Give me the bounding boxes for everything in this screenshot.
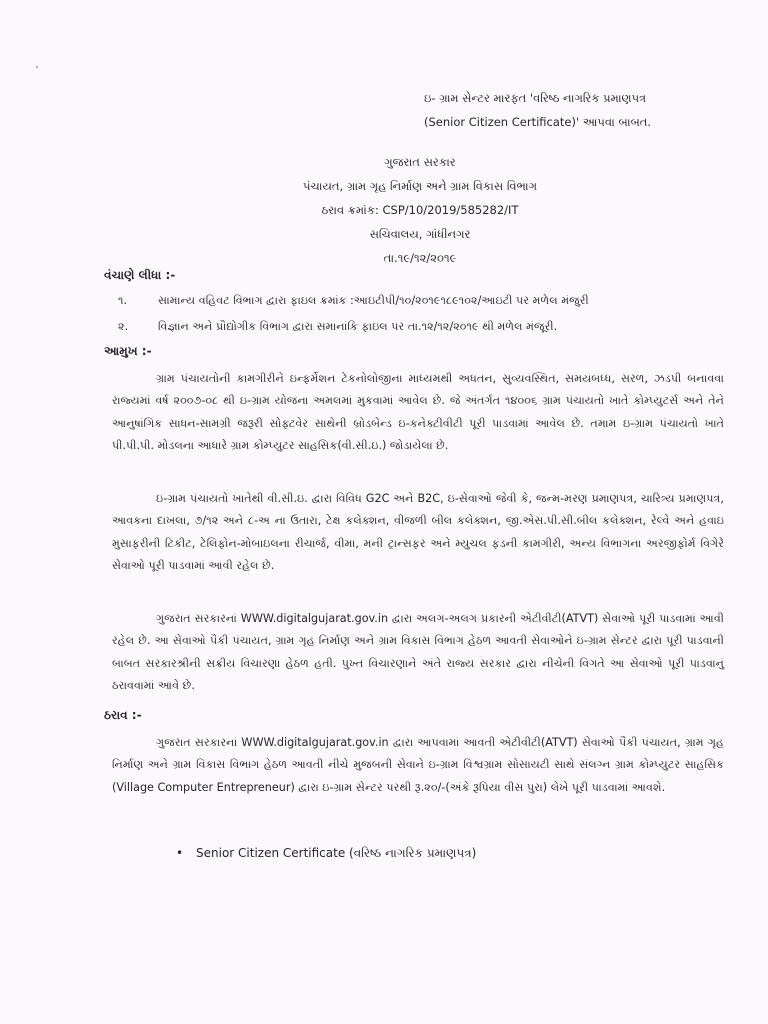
- scan-speck: [36, 66, 38, 68]
- subject-block: [424, 86, 724, 134]
- bullet-dot: •: [176, 846, 184, 860]
- document-header: [200, 150, 640, 270]
- preamble-paragraph-1: ગ્રામ પંચાયતોની કામગીરીને ઇન્ફર્મેશન ટેકનોલોજીના માધ્યમથી અધતન, સુવ્યવસ્થિત, સમયબધ્ધ, સરળ, ઝડપી બનાવવા રાજ્યમાં વર્ષ ૨૦૦૭-૦૮ થી ઇ-ગ્રામ યોજના અમલમાં મુકવામાં આવેલ છે. જે અંતર્ગત ૧૪૦૦૬ ગ્રામ પંચાયતો ખાતે કોમ્પ્યુટર્સ અને તેને આનુષાંગિક સાધન-સામગ્રી જરૂરી સોફ્ટવેર સાથેની બ્રોડબેન્ડ ઇ-કનેક્ટીવીટી પૂરી પાડવામાં આવેલ છે. તમામ ઇ-ગ્રામ પંચાયતો ખાતે પી.પી.પી. મોડલના આધારે ગ્રામ કોમ્પ્યુટર સાહસિક(વી.સી.ઇ.) જોડાયેલા છે.: [112, 372, 724, 452]
- resolution-section-title: ઠરાવ :-: [104, 708, 142, 722]
- document-date: તા.૧૯/૧૨/૨૦૧૯: [383, 251, 457, 265]
- subject-line-2: (Senior Citizen Certificate)' આપવા બાબત.: [424, 115, 652, 129]
- read-section-title: વંચાણે લીધા :-: [104, 268, 176, 282]
- bullet-item: [176, 842, 476, 864]
- resolution-number: ઠરાવ ક્રમાંક: CSP/10/2019/585282/IT: [321, 203, 519, 217]
- office-location: સચિવાલય, ગાંધીનગર: [369, 227, 471, 241]
- subject-line-1: ઇ- ગ્રામ સેન્ટર મારફત 'વરિષ્ઠ નાગરિક પ્રમાણપત્ર: [424, 91, 647, 105]
- reference-number: ૧.: [118, 294, 128, 307]
- preamble-paragraph-2: ઇ-ગ્રામ પંચાયતો ખાતેથી વી.સી.ઇ. દ્વારા વિવિધ G2C અને B2C, ઇ-સેવાઓ જેવી કે, જન્મ-મરણ પ્રમાણપત્ર, ચારિત્ર્ય પ્રમાણપત્ર, આવકના દાખલા, ૭/૧૨ અને ૮-અ ના ઉતારા, ટેક્ષ કલેક્શન, વીજળી બીલ કલેક્શન, જી.એસ.પી.સી.બીલ કલેક્શન, રેલ્વે અને હવાઇ મુસાફરીની ટિકીટ, ટેલિફોન-મોબાઇલના રીચાર્જ, વીમા, મની ટ્રાન્સફર અને મ્યુચલ ફંડની કામગીરી, અન્ય વિભાગના અરજીફોર્મ વિગેરે સેવાઓ પૂરી પાડવામાં આવી રહેલ છે.: [112, 492, 724, 572]
- reference-item: [104, 290, 589, 312]
- bullet-text: Senior Citizen Certificate (વરિષ્ઠ નાગરિક પ્રમાણપત્ર): [196, 846, 477, 860]
- preamble-section-title: આમુખ :-: [104, 344, 152, 358]
- resolution-paragraph: ગુજરાત સરકારનાં WWW.digitalgujarat.gov.in દ્વારા આપવામાં આવતી એટીવીટી(ATVT) સેવાઓ પૈકી પંચાયત, ગ્રામ ગૃહ નિર્માણ અને ગ્રામ વિકાસ વિભાગ હેઠળ આવતી નીચે મુજબની સેવાને ઇ-ગ્રામ વિશ્વગ્રામ સોસાયટી સાથે સંલગ્ન ગ્રામ કોમ્પ્યુટર સાહસિક (Village Computer Entrepreneur) દ્વારા ઇ-ગ્રામ સેન્ટર પરથી રૂ.૨૦/-(અંકે રૂપિયા વીસ પુરા) લેખે પૂરી પાડવામાં આવશે.: [112, 736, 724, 794]
- department-name: પંચાયત, ગ્રામ ગૃહ નિર્માણ અને ગ્રામ વિકાસ વિભાગ: [302, 179, 538, 193]
- reference-number: ૨.: [118, 320, 129, 333]
- reference-item: [104, 316, 557, 338]
- preamble-paragraph-3: ગુજરાત સરકારનાં WWW.digitalgujarat.gov.in દ્વારા અલગ-અલગ પ્રકારની એટીવીટી(ATVT) સેવાઓ પૂરી પાડવામાં આવી રહેલ છે. આ સેવાઓ પૈકી પંચાયત, ગ્રામ ગૃહ નિર્માણ અને ગ્રામ વિકાસ વિભાગ હેઠળ આવતી સેવાઓને ઇ-ગ્રામ સેન્ટર દ્વારા પૂરી પાડવાની બાબત સરકારશ્રીની સક્રીય વિચારણા હેઠળ હતી. પુખ્ત વિચારણાને અંતે રાજ્ય સરકાર દ્વારા નીચેની વિગતે આ સેવાઓ પૂરી પાડવાનું ઠરાવવામાં આવે છે.: [112, 612, 724, 692]
- reference-text: વિજ્ઞાન અને પ્રૌદ્યોગીક વિભાગ દ્વારા સમાનાંકિ ફાઇલ પર તા.૧૨/૧૨/૨૦૧૯ થી મળેલ મંજૂરી.: [158, 320, 558, 333]
- reference-text: સામાન્ય વહિવટ વિભાગ દ્વારા ફાઇલ ક્રમાંક :આઇટીપી/૧૦/૨૦૧૯૧૮૯૧૦૨/આઇટી પર મળેલ મંજુરી: [158, 294, 589, 307]
- government-name: ગુજરાત સરકાર: [384, 155, 456, 169]
